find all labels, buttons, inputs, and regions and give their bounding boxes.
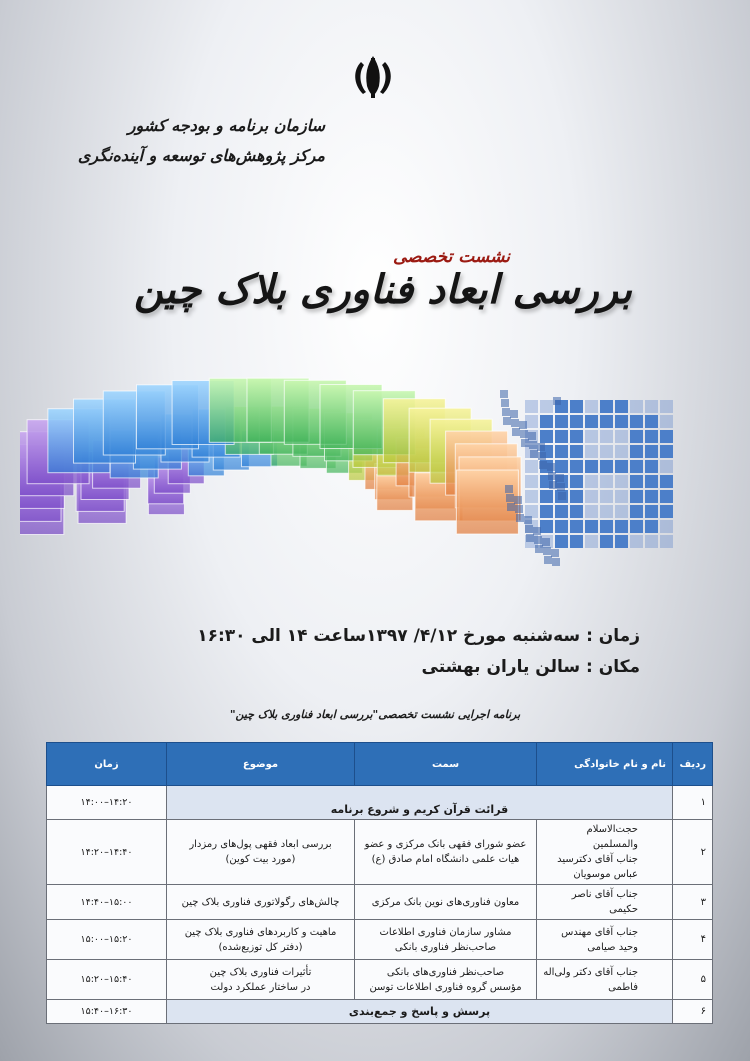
bitcoin-scatter-pixel (511, 419, 519, 427)
cell-line: هیات علمی دانشگاه امام صادق (ع) (371, 854, 520, 865)
speaker-position-cell (355, 885, 537, 920)
bitcoin-pixel (630, 475, 643, 488)
topic-cell (167, 820, 355, 885)
bitcoin-pixel (585, 445, 598, 458)
bitcoin-pixel (585, 535, 598, 548)
cell-line: صاحب‌نظر فناوری بانکی (394, 941, 497, 953)
row-number-cell: ۶ (673, 1000, 713, 1024)
bitcoin-scatter-pixel (558, 492, 566, 500)
table-row (47, 786, 713, 820)
cell-line: تأثیرات فناوری بلاک چین (209, 966, 312, 978)
glass-blocks (20, 378, 521, 534)
bitcoin-scatter-pixel (506, 494, 514, 502)
cell-line: صاحب‌نظر فناوری‌های بانکی (386, 966, 505, 978)
bitcoin-pixel (615, 400, 628, 413)
time-cell: ۱۵:۴۰–۱۶:۳۰ (47, 1000, 167, 1024)
research-center-name: مرکز پژوهش‌های توسعه و آینده‌نگری (77, 146, 325, 165)
bitcoin-pixel (615, 415, 628, 428)
bitcoin-scatter-pixel (538, 452, 546, 460)
bitcoin-scatter-pixel (528, 432, 536, 440)
bitcoin-pixel (660, 520, 673, 533)
bitcoin-pixel (600, 535, 613, 548)
column-header-name: نام و نام خانوادگی (537, 743, 673, 786)
bitcoin-pixel (525, 475, 538, 488)
bitcoin-pixel (630, 460, 643, 473)
bitcoin-scatter-pixel (503, 417, 511, 425)
organization-name: سازمان برنامه و بودجه کشور (127, 116, 325, 135)
bitcoin-pixel (645, 535, 658, 548)
bitcoin-scatter-pixel (529, 441, 537, 449)
bitcoin-scatter-pixel (547, 463, 555, 471)
bitcoin-pixel (615, 520, 628, 533)
bitcoin-icon (500, 390, 673, 566)
bitcoin-pixel (645, 445, 658, 458)
table-row (47, 1000, 713, 1024)
event-title: بررسی ابعاد فناوری بلاک چین (134, 266, 632, 313)
row-number-cell: ۲ (673, 820, 713, 885)
bitcoin-scatter-pixel (549, 481, 557, 489)
bitcoin-pixel (600, 445, 613, 458)
row-number-cell: ۱ (673, 786, 713, 820)
bitcoin-pixel (555, 445, 568, 458)
table-row (47, 920, 713, 960)
time-cell: ۱۴:۰۰–۱۴:۲۰ (47, 786, 167, 820)
table-row (47, 960, 713, 1000)
bitcoin-scatter-pixel (525, 525, 533, 533)
bitcoin-scatter-pixel (539, 461, 547, 469)
bitcoin-pixel (570, 520, 583, 533)
cell-line: جناب آقای دکترسید عباس موسویان (557, 854, 638, 880)
bitcoin-pixel (585, 505, 598, 518)
cell-line: جناب آقای دکتر ولی‌اله فاطمی (543, 966, 638, 993)
bitcoin-pixel (570, 535, 583, 548)
bitcoin-pixel (660, 505, 673, 518)
bitcoin-pixel (540, 520, 553, 533)
time-cell: ۱۴:۴۰–۱۵:۰۰ (47, 885, 167, 920)
cell-line: (دفتر کل توزیع‌شده) (218, 941, 303, 953)
speaker-position-cell (355, 920, 537, 960)
cell-line: ماهیت و کاربردهای فناوری بلاک چین (184, 926, 337, 938)
row-number-cell: ۳ (673, 885, 713, 920)
bitcoin-pixel (615, 535, 628, 548)
bitcoin-pixel (615, 490, 628, 503)
column-header-topic: موضوع (167, 743, 355, 786)
bitcoin-pixel (525, 490, 538, 503)
bitcoin-pixel (645, 475, 658, 488)
program-title: برنامه اجرایی نشست تخصصی"بررسی ابعاد فناوری بلاک چین" (229, 708, 521, 721)
bitcoin-pixel (615, 505, 628, 518)
bitcoin-scatter-pixel (510, 410, 518, 418)
bitcoin-pixel (570, 400, 583, 413)
bitcoin-pixel (585, 430, 598, 443)
bitcoin-pixel (630, 490, 643, 503)
bitcoin-pixel (660, 490, 673, 503)
bitcoin-pixel (600, 475, 613, 488)
bitcoin-scatter-pixel (526, 534, 534, 542)
topic-cell (167, 885, 355, 920)
merged-agenda-cell: پرسش و پاسخ و جمع‌بندی (167, 1000, 673, 1024)
topic-cell (167, 960, 355, 1000)
bitcoin-scatter-pixel (552, 558, 560, 566)
bitcoin-pixel (585, 490, 598, 503)
bitcoin-pixel (615, 445, 628, 458)
time-cell: ۱۵:۲۰–۱۵:۴۰ (47, 960, 167, 1000)
bitcoin-scatter-pixel (516, 514, 524, 522)
blockchain-illustration (20, 360, 720, 620)
bitcoin-scatter-pixel (515, 505, 523, 513)
bitcoin-scatter-pixel (556, 474, 564, 482)
cell-line: مؤسس گروه فناوری اطلاعات توسن (369, 981, 522, 993)
bitcoin-pixel (585, 475, 598, 488)
bitcoin-pixel (600, 505, 613, 518)
bitcoin-pixel (645, 520, 658, 533)
bitcoin-pixel (600, 400, 613, 413)
emblem-icon (345, 52, 401, 100)
bitcoin-pixel (645, 505, 658, 518)
bitcoin-pixel (555, 520, 568, 533)
bitcoin-pixel (660, 400, 673, 413)
event-subtitle: نشست تخصصی (392, 247, 510, 267)
time-cell: ۱۴:۲۰–۱۴:۴۰ (47, 820, 167, 885)
bitcoin-pixel (660, 475, 673, 488)
bitcoin-pixel (555, 460, 568, 473)
row-number-cell: ۴ (673, 920, 713, 960)
bitcoin-scatter-pixel (557, 483, 565, 491)
bitcoin-pixel (615, 460, 628, 473)
bitcoin-pixel (555, 505, 568, 518)
bitcoin-pixel (525, 460, 538, 473)
topic-cell (167, 920, 355, 960)
speaker-name-cell (537, 820, 673, 885)
bitcoin-scatter-pixel (507, 503, 515, 511)
bitcoin-pixel (540, 400, 553, 413)
speaker-name-cell (537, 960, 673, 1000)
bitcoin-pixel (555, 415, 568, 428)
bitcoin-pixel (540, 505, 553, 518)
bitcoin-pixel (660, 430, 673, 443)
bitcoin-pixel (630, 445, 643, 458)
bitcoin-pixel (570, 430, 583, 443)
bitcoin-pixel (615, 430, 628, 443)
cell-line: بررسی ابعاد فقهی پول‌های رمزدار (189, 839, 332, 850)
bitcoin-scatter-pixel (542, 538, 550, 546)
column-header-time: زمان (47, 743, 167, 786)
cell-line: چالش‌های رگولاتوری فناوری بلاک چین (181, 896, 340, 908)
bitcoin-pixel (555, 430, 568, 443)
bitcoin-pixel (570, 505, 583, 518)
bitcoin-pixel (540, 415, 553, 428)
cell-line: مشاور سازمان فناوری اطلاعات (379, 926, 512, 938)
bitcoin-pixel (645, 490, 658, 503)
bitcoin-pixel (630, 400, 643, 413)
bitcoin-scatter-pixel (553, 397, 561, 405)
bitcoin-scatter-pixel (501, 399, 509, 407)
bitcoin-scatter-pixel (544, 556, 552, 564)
cell-line: (مورد بیت کوین) (225, 854, 296, 865)
time-cell: ۱۵:۰۰–۱۵:۲۰ (47, 920, 167, 960)
bitcoin-pixel (630, 415, 643, 428)
bitcoin-pixel (570, 475, 583, 488)
bitcoin-pixel (555, 535, 568, 548)
event-time: زمان : سه‌شنبه مورخ ۴/۱۲/ ۱۳۹۷ساعت ۱۴ الی ۱۶:۳۰ (197, 626, 640, 646)
bitcoin-pixel (585, 520, 598, 533)
bitcoin-pixel (660, 415, 673, 428)
bitcoin-pixel (585, 400, 598, 413)
bitcoin-pixel (600, 430, 613, 443)
bitcoin-pixel (600, 490, 613, 503)
event-location: مکان : سالن یاران بهشتی (421, 657, 640, 677)
bitcoin-pixel (660, 535, 673, 548)
bitcoin-scatter-pixel (537, 443, 545, 451)
cell-line: جناب آقای مهندس وحید صیامی (561, 926, 638, 953)
cell-line: معاون فناوری‌های نوین بانک مرکزی (371, 896, 520, 908)
cell-line: عضو شورای فقهی بانک مرکزی و عضو (364, 839, 527, 850)
bitcoin-scatter-pixel (524, 516, 532, 524)
bitcoin-pixel (630, 430, 643, 443)
bitcoin-scatter-pixel (548, 472, 556, 480)
bitcoin-scatter-pixel (543, 547, 551, 555)
bitcoin-pixel (645, 415, 658, 428)
bitcoin-pixel (660, 460, 673, 473)
row-number-cell: ۵ (673, 960, 713, 1000)
bitcoin-scatter-pixel (534, 536, 542, 544)
bitcoin-pixel (540, 430, 553, 443)
cell-line: حجت‌الاسلام والمسلمین (586, 824, 638, 850)
bitcoin-scatter-pixel (512, 428, 520, 436)
table-row (47, 885, 713, 920)
program-table (46, 742, 713, 1024)
bitcoin-scatter-pixel (530, 450, 538, 458)
bitcoin-scatter-pixel (519, 421, 527, 429)
bitcoin-scatter-pixel (505, 485, 513, 493)
bitcoin-pixel (600, 460, 613, 473)
bitcoin-pixel (630, 520, 643, 533)
bitcoin-pixel (585, 415, 598, 428)
bitcoin-scatter-pixel (500, 390, 508, 398)
bitcoin-scatter-pixel (514, 496, 522, 504)
bitcoin-pixel (660, 445, 673, 458)
bitcoin-pixel (570, 445, 583, 458)
speaker-name-cell (537, 885, 673, 920)
bitcoin-pixel (630, 535, 643, 548)
bitcoin-scatter-pixel (551, 549, 559, 557)
bitcoin-pixel (645, 400, 658, 413)
bitcoin-pixel (630, 505, 643, 518)
table-header-row (47, 743, 713, 786)
bitcoin-pixel (525, 400, 538, 413)
bitcoin-pixel (600, 520, 613, 533)
table-row (47, 820, 713, 885)
column-header-row-number: ردیف (673, 743, 713, 786)
merged-agenda-cell: قرائت قرآن کریم و شروع برنامه (167, 786, 673, 820)
bitcoin-pixel (570, 490, 583, 503)
cell-line: در ساختار عملکرد دولت (210, 981, 311, 993)
bitcoin-pixel (540, 490, 553, 503)
bitcoin-pixel (570, 460, 583, 473)
cell-line: جناب آقای ناصر حکیمی (571, 889, 638, 915)
bitcoin-pixel (615, 475, 628, 488)
bitcoin-scatter-pixel (520, 430, 528, 438)
bitcoin-scatter-pixel (521, 439, 529, 447)
speaker-position-cell (355, 820, 537, 885)
speaker-position-cell (355, 960, 537, 1000)
bitcoin-pixel (645, 460, 658, 473)
column-header-position: سمت (355, 743, 537, 786)
bitcoin-pixel (600, 415, 613, 428)
speaker-name-cell (537, 920, 673, 960)
bitcoin-pixel (645, 430, 658, 443)
bitcoin-pixel (570, 415, 583, 428)
bitcoin-scatter-pixel (502, 408, 510, 416)
bitcoin-pixel (585, 460, 598, 473)
bitcoin-scatter-pixel (535, 545, 543, 553)
bitcoin-scatter-pixel (533, 527, 541, 535)
